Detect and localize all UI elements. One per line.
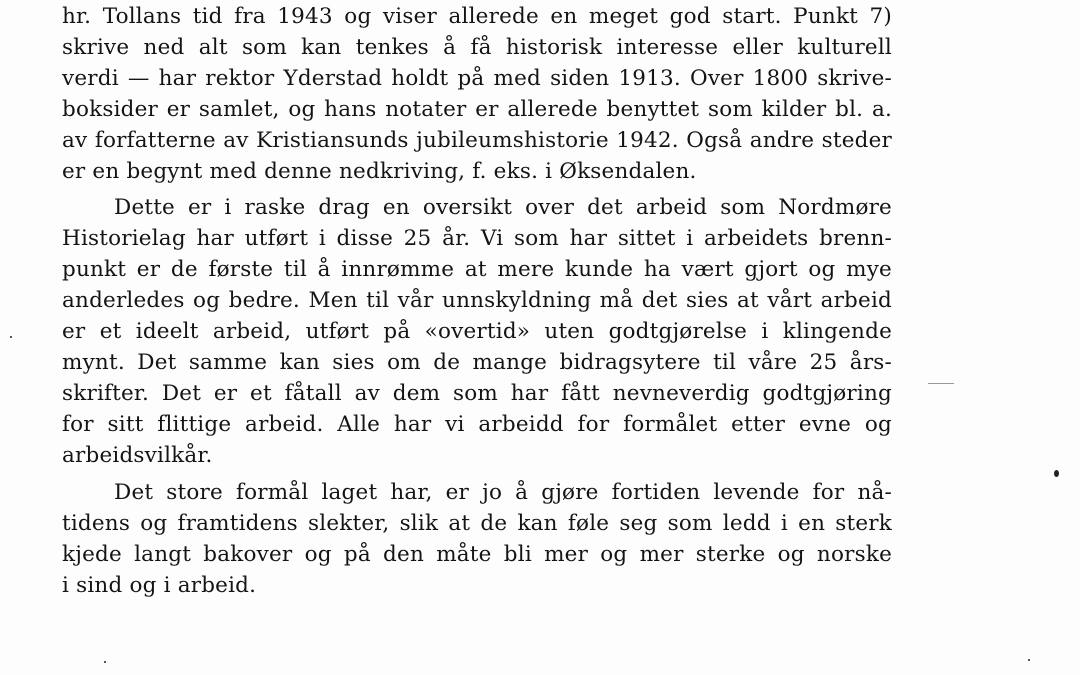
text-line: boksider er samlet, og hans notater er allerede benyttet som kilder bl. a. — [62, 97, 892, 122]
text-line: punkt er de første til å innrømme at mere kunde ha vært gjort og mye — [62, 257, 892, 282]
scan-speck — [10, 336, 12, 338]
text-line: for sitt flittige arbeid. Alle har vi arbeidd for formålet etter evne og — [62, 412, 892, 437]
text-line: kjede langt bakover og på den måte bli mer og mer sterke og norske — [62, 542, 892, 567]
scan-speck — [104, 661, 106, 663]
text-line: i sind og i arbeid. — [62, 573, 257, 598]
text-line: tidens og framtidens slekter, slik at de kan føle seg som ledd i en sterk — [62, 511, 892, 536]
text-line: Det store formål laget har, er jo å gjøre fortiden levende for nå- — [114, 480, 892, 505]
text-line: verdi — har rektor Yderstad holdt på med siden 1913. Over 1800 skrive- — [62, 66, 892, 91]
text-line: arbeidsvilkår. — [62, 443, 213, 468]
text-line: er et ideelt arbeid, utført på «overtid» uten godtgjørelse i klingende — [62, 319, 892, 344]
scan-speck — [1028, 659, 1030, 661]
text-line: er en begynt med denne nedkriving, f. eks. i Øksendalen. — [62, 159, 697, 184]
text-line: skrifter. Det er et fåtall av dem som har fått nevneverdig godtgjøring — [62, 381, 892, 406]
text-line: hr. Tollans tid fra 1943 og viser allerede en meget god start. Punkt 7) — [62, 4, 892, 29]
text-line: mynt. Det samme kan sies om de mange bidragsytere til våre 25 års- — [62, 350, 892, 375]
scan-streak — [928, 383, 954, 384]
text-line: Dette er i raske drag en oversikt over det arbeid som Nordmøre — [114, 195, 892, 220]
text-line: Historielag har utført i disse 25 år. Vi som har sittet i arbeidets brenn- — [62, 226, 892, 251]
text-line: av forfatterne av Kristiansunds jubileumshistorie 1942. Også andre steder — [62, 128, 892, 153]
text-line: skrive ned alt som kan tenkes å få historisk interesse eller kulturell — [62, 35, 892, 60]
text-line: anderledes og bedre. Men til vår unnskyldning må det sies at vårt arbeid — [62, 288, 892, 313]
scan-speck — [1054, 470, 1059, 477]
